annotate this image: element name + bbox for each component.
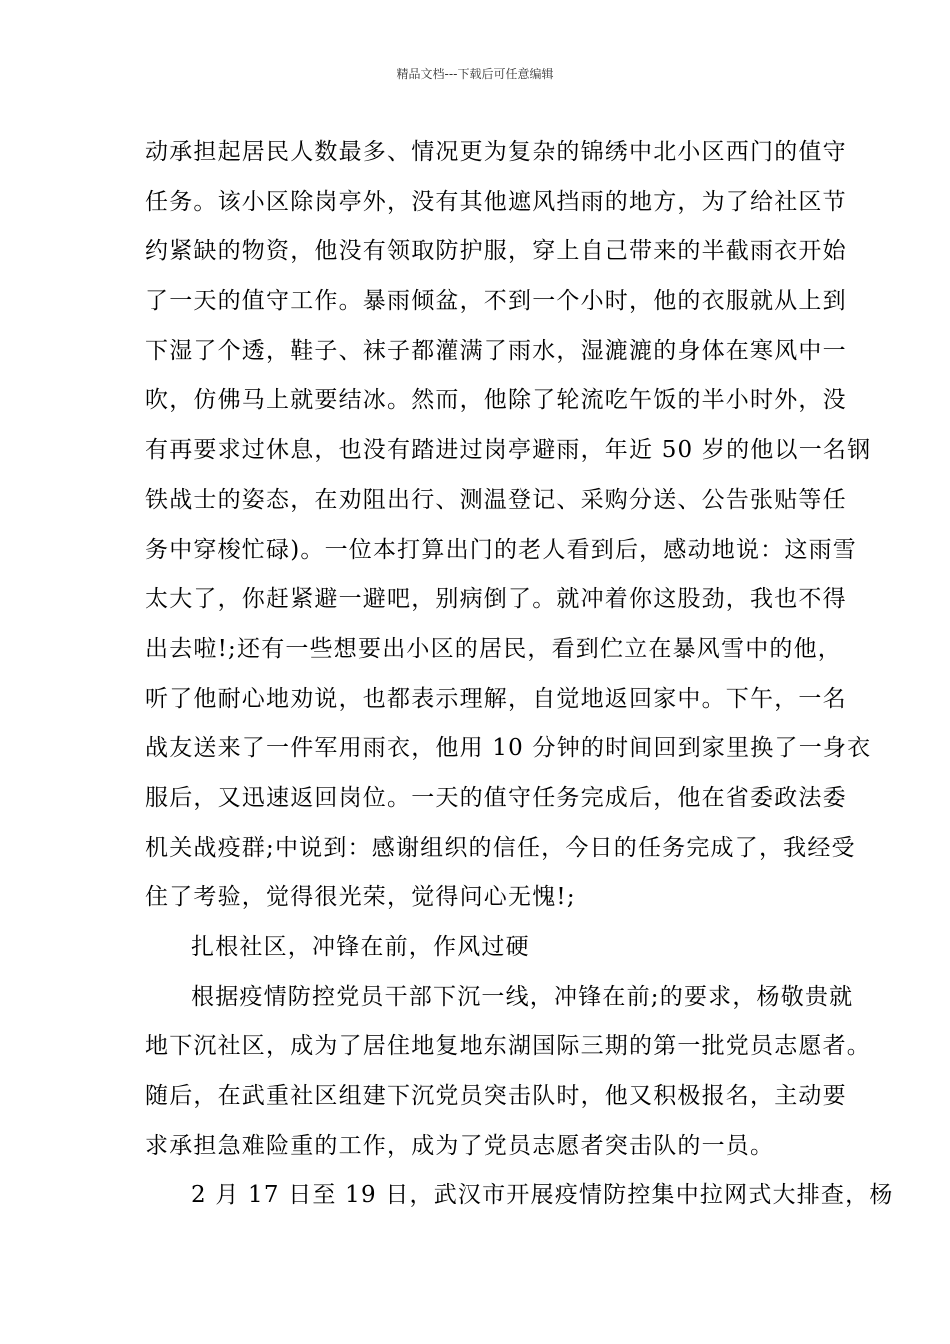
text-line: 有再要求过休息，也没有踏进过岗亭避雨，年近 50 岁的他以一名钢 (145, 437, 872, 464)
text-line: 战友送来了一件军用雨衣，他用 10 分钟的时间回到家里换了一身衣 (145, 735, 872, 762)
text-line: 随后，在武重社区组建下沉党员突击队时，他又积极报名，主动要 (145, 1083, 847, 1110)
text-line: 动承担起居民人数最多、情况更为复杂的锦绣中北小区西门的值守 (145, 139, 847, 165)
text-line: 务中穿梭忙碌)。一位本打算出门的老人看到后，感动地说：这雨雪 (145, 536, 857, 563)
text-line: 铁战士的姿态，在劝阻出行、测温登记、采购分送、公告张贴等任 (145, 486, 847, 513)
text-line: 约紧缺的物资，他没有领取防护服，穿上自己带来的半截雨衣开始 (145, 238, 847, 265)
text-line: 太大了，你赶紧避一避吧，别病倒了。就冲着你这股劲，我也不得 (145, 586, 847, 613)
text-line: 了一天的值守工作。暴雨倾盆，不到一个小时，他的衣服就从上到 (145, 288, 847, 315)
document-body (145, 128, 894, 1221)
text-line: 听了他耐心地劝说，也都表示理解，自觉地返回家中。下午，一名 (145, 685, 847, 712)
text-line: 根据疫情防控党员干部下沉一线，冲锋在前;的要求，杨敬贵就 (191, 983, 854, 1010)
page-header: 精品文档---下载后可任意编辑 (396, 67, 554, 81)
text-line: 地下沉社区，成为了居住地复地东湖国际三期的第一批党员志愿者。 (145, 1033, 871, 1060)
text-line: 机关战疫群;中说到：感谢组织的信任，今日的任务完成了，我经受 (145, 834, 856, 861)
text-line: 2 月 17 日至 19 日，武汉市开展疫情防控集中拉网式大排查，杨 (191, 1182, 894, 1209)
text-line: 住了考验，觉得很光荣，觉得问心无愧!; (145, 884, 576, 911)
section-heading: 扎根社区，冲锋在前，作风过硬 (191, 934, 530, 960)
text-line: 求承担急难险重的工作，成为了党员志愿者突击队的一员。 (145, 1132, 775, 1159)
text-line: 服后，又迅速返回岗位。一天的值守任务完成后，他在省委政法委 (145, 784, 847, 811)
text-line: 吹，仿佛马上就要结冰。然而，他除了轮流吃午饭的半小时外，没 (145, 387, 847, 414)
text-line: 出去啦!;还有一些想要出小区的居民，看到伫立在暴风雪中的他， (145, 635, 842, 662)
text-line: 任务。该小区除岗亭外，没有其他遮风挡雨的地方，为了给社区节 (145, 188, 847, 215)
text-line: 下湿了个透，鞋子、袜子都灌满了雨水，湿漉漉的身体在寒风中一 (145, 337, 847, 364)
